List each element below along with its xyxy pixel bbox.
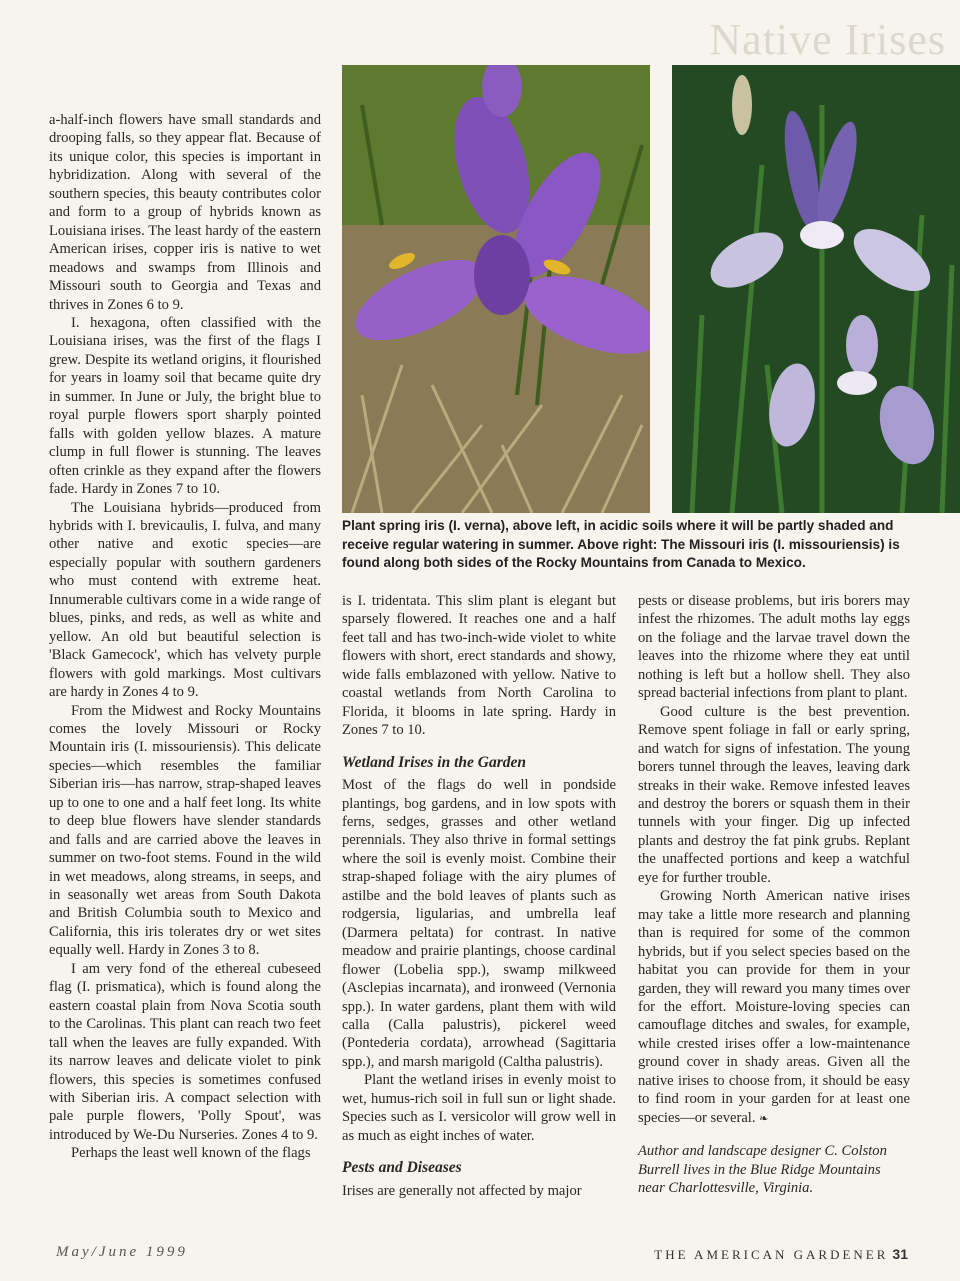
paragraph: Irises are generally not affected by major	[342, 1182, 582, 1199]
running-footer	[654, 1246, 908, 1263]
author-byline: Author and landscape designer C. Colston Burrell lives in the Blue Ridge Mountains near Charlottesville, Virginia.	[638, 1143, 887, 1197]
paragraph: I am very fond of the ethereal cubeseed flag (I. prismatica), which is found along the eastern coastal plain from Nova Scotia south to the Carolinas. This plant can reach two feet tall when the leaves are fully expanded. With its narrow leaves and delicate violet to pink flowers, this species is sometimes confused with Siberian iris. A compact selection with pale purple flowers, 'Polly Spout', was introduced by We-Du Nurseries. Zones 4 to 9.	[49, 960, 321, 1143]
article-column-2	[342, 592, 616, 1200]
paragraph: Plant the wetland irises in evenly moist to wet, humus-rich soil in full sun or light shade. Species such as I. versicolor will grow well in as much as eight inches of water.	[342, 1072, 616, 1144]
section-title: Native Irises	[709, 15, 946, 64]
page-number: 31	[892, 1246, 908, 1262]
end-mark-icon: ❧	[759, 1112, 769, 1125]
subheading-wetland-irises: Wetland Irises in the Garden	[342, 753, 527, 771]
issue-date: May/June 1999	[56, 1244, 188, 1260]
magazine-name: THE AMERICAN GARDENER	[654, 1247, 889, 1262]
paragraph-text: Growing North American native irises may take a little more research and planning than is required for some of the common hybrids, but if you select species based on the habitat you can provide for them in your garden, they will reward you many times over for the effort. Moisture-loving species can camouflage ditches and swales, for example, while crested irises offer a low-maintenance ground cover in shady areas. Given all the native irises to choose from, it should be easy to find room in your garden for at least one species—or several.	[638, 888, 910, 1126]
photo-caption: Plant spring iris (I. verna), above left, in acidic soils where it will be partly shaded and receive regular watering in summer. Above right: The Missouri iris (I. missouriensis) is found along both sides of the Rocky Mountains from Canada to Mexico.	[342, 518, 900, 571]
spring-iris-photo	[342, 65, 650, 513]
paragraph: is I. tridentata. This slim plant is elegant but sparsely flowered. It reaches one and a half feet tall and has two-inch-wide violet to white flowers with short, erect standards and showy, wide falls emblazoned with yellow. Native to coastal wetlands from North Carolina to Florida, it blooms in late spring. Hardy in Zones 7 to 10.	[342, 593, 616, 739]
paragraph: Most of the flags do well in pondside plantings, bog gardens, and in low spots with ferns, sedges, grasses and other wetland perennials. They also thrive in formal settings where the soil is evenly moist. Combine their strap-shaped foliage with the airy plumes of astilbe and the bold leaves of plants such as rodgersia, ligularias, and umbrella leaf (Darmera peltata) for contrast. In native meadow and prairie plantings, choose cardinal flower (Lobelia spp.), swamp milkweed (Asclepias incarnata), and ironweed (Vernonia spp.). In water gardens, plant them with wild calla (Calla palustris), pickerel weed (Pontederia cordata), arrowhead (Sagittaria spp.), and marsh marigold (Caltha palustris).	[342, 777, 616, 1070]
missouri-iris-photo	[672, 65, 960, 513]
paragraph: From the Midwest and Rocky Mountains comes the lovely Missouri or Rocky Mountain iris (I. missouriensis). This delicate species—which resembles the familiar Siberian iris—has narrow, strap-shaped leaves up to one to one and a half feet long. Its white to deep blue flowers have slender standards and falls and are carried above the leaves in summer on two-foot stems. Found in the wild in wet meadows, along streams, in seeps, and in seasonally wet areas from South Dakota and British Columbia south to Mexico and California, this iris tolerates dry or wet sites equally well. Hardy in Zones 3 to 8.	[49, 702, 321, 959]
paragraph: pests or disease problems, but iris borers may infest the rhizomes. The adult moths lay eggs on the foliage and the larvae travel down the leaves into the rhizome where they eat until nothing is left but a hollow shell. They also spread bacterial infections from plant to plant.	[638, 593, 910, 702]
paragraph: I. hexagona, often classified with the Louisiana irises, was the first of the flags I grew. Despite its wetland origins, it flourished for years in loamy soil that became quite dry in summer. In June or July, the bright blue to royal purple flowers sport sharply pointed falls with golden yellow blazes. A mature clump in full flower is stunning. The leaves often crinkle as they expand after the flowers fade. Hardy in Zones 7 to 10.	[49, 314, 321, 498]
article-column-3	[638, 592, 910, 1198]
paragraph: Good culture is the best prevention. Remove spent foliage in fall or early spring, and watch for signs of infestation. The young borers tunnel through the leaves, leaving dark streaks in their wake. Remove infested leaves and destroy the borers or squash them in their tunnels with your finger. Dig up infected plants and destroy the fat pink grubs. Replant the unaffected portions and keep a watchful eye for further trouble.	[638, 703, 910, 886]
subheading-pests-diseases: Pests and Diseases	[342, 1159, 462, 1177]
paragraph: The Louisiana hybrids—produced from hybrids with I. brevicaulis, I. fulva, and many other native and exotic species—are especially popular with southern gardeners who must contend with extreme heat. Innumerable cultivars come in a wide range of blues, pinks, and reds, as well as white and yellow. An old but beautiful selection is 'Black Gamecock', which has velvety purple flowers with gold markings. Most cultivars are hardy in Zones 4 to 9.	[49, 499, 321, 701]
article-column-1	[49, 111, 321, 1163]
paragraph: Perhaps the least well known of the flags	[71, 1145, 311, 1162]
paragraph	[638, 887, 910, 1128]
paragraph: a-half-inch flowers have small standards and drooping falls, so they appear flat. Because of its unique color, this species is important in hybridization. Along with several of the southern species, this beauty contributes color and form to a group of hybrids known as Louisiana irises. The least hardy of the eastern American irises, copper iris is native to wet meadows and swamps from Illinois and Missouri south to Georgia and Texas and thrives in Zones 6 to 9.	[49, 112, 321, 313]
